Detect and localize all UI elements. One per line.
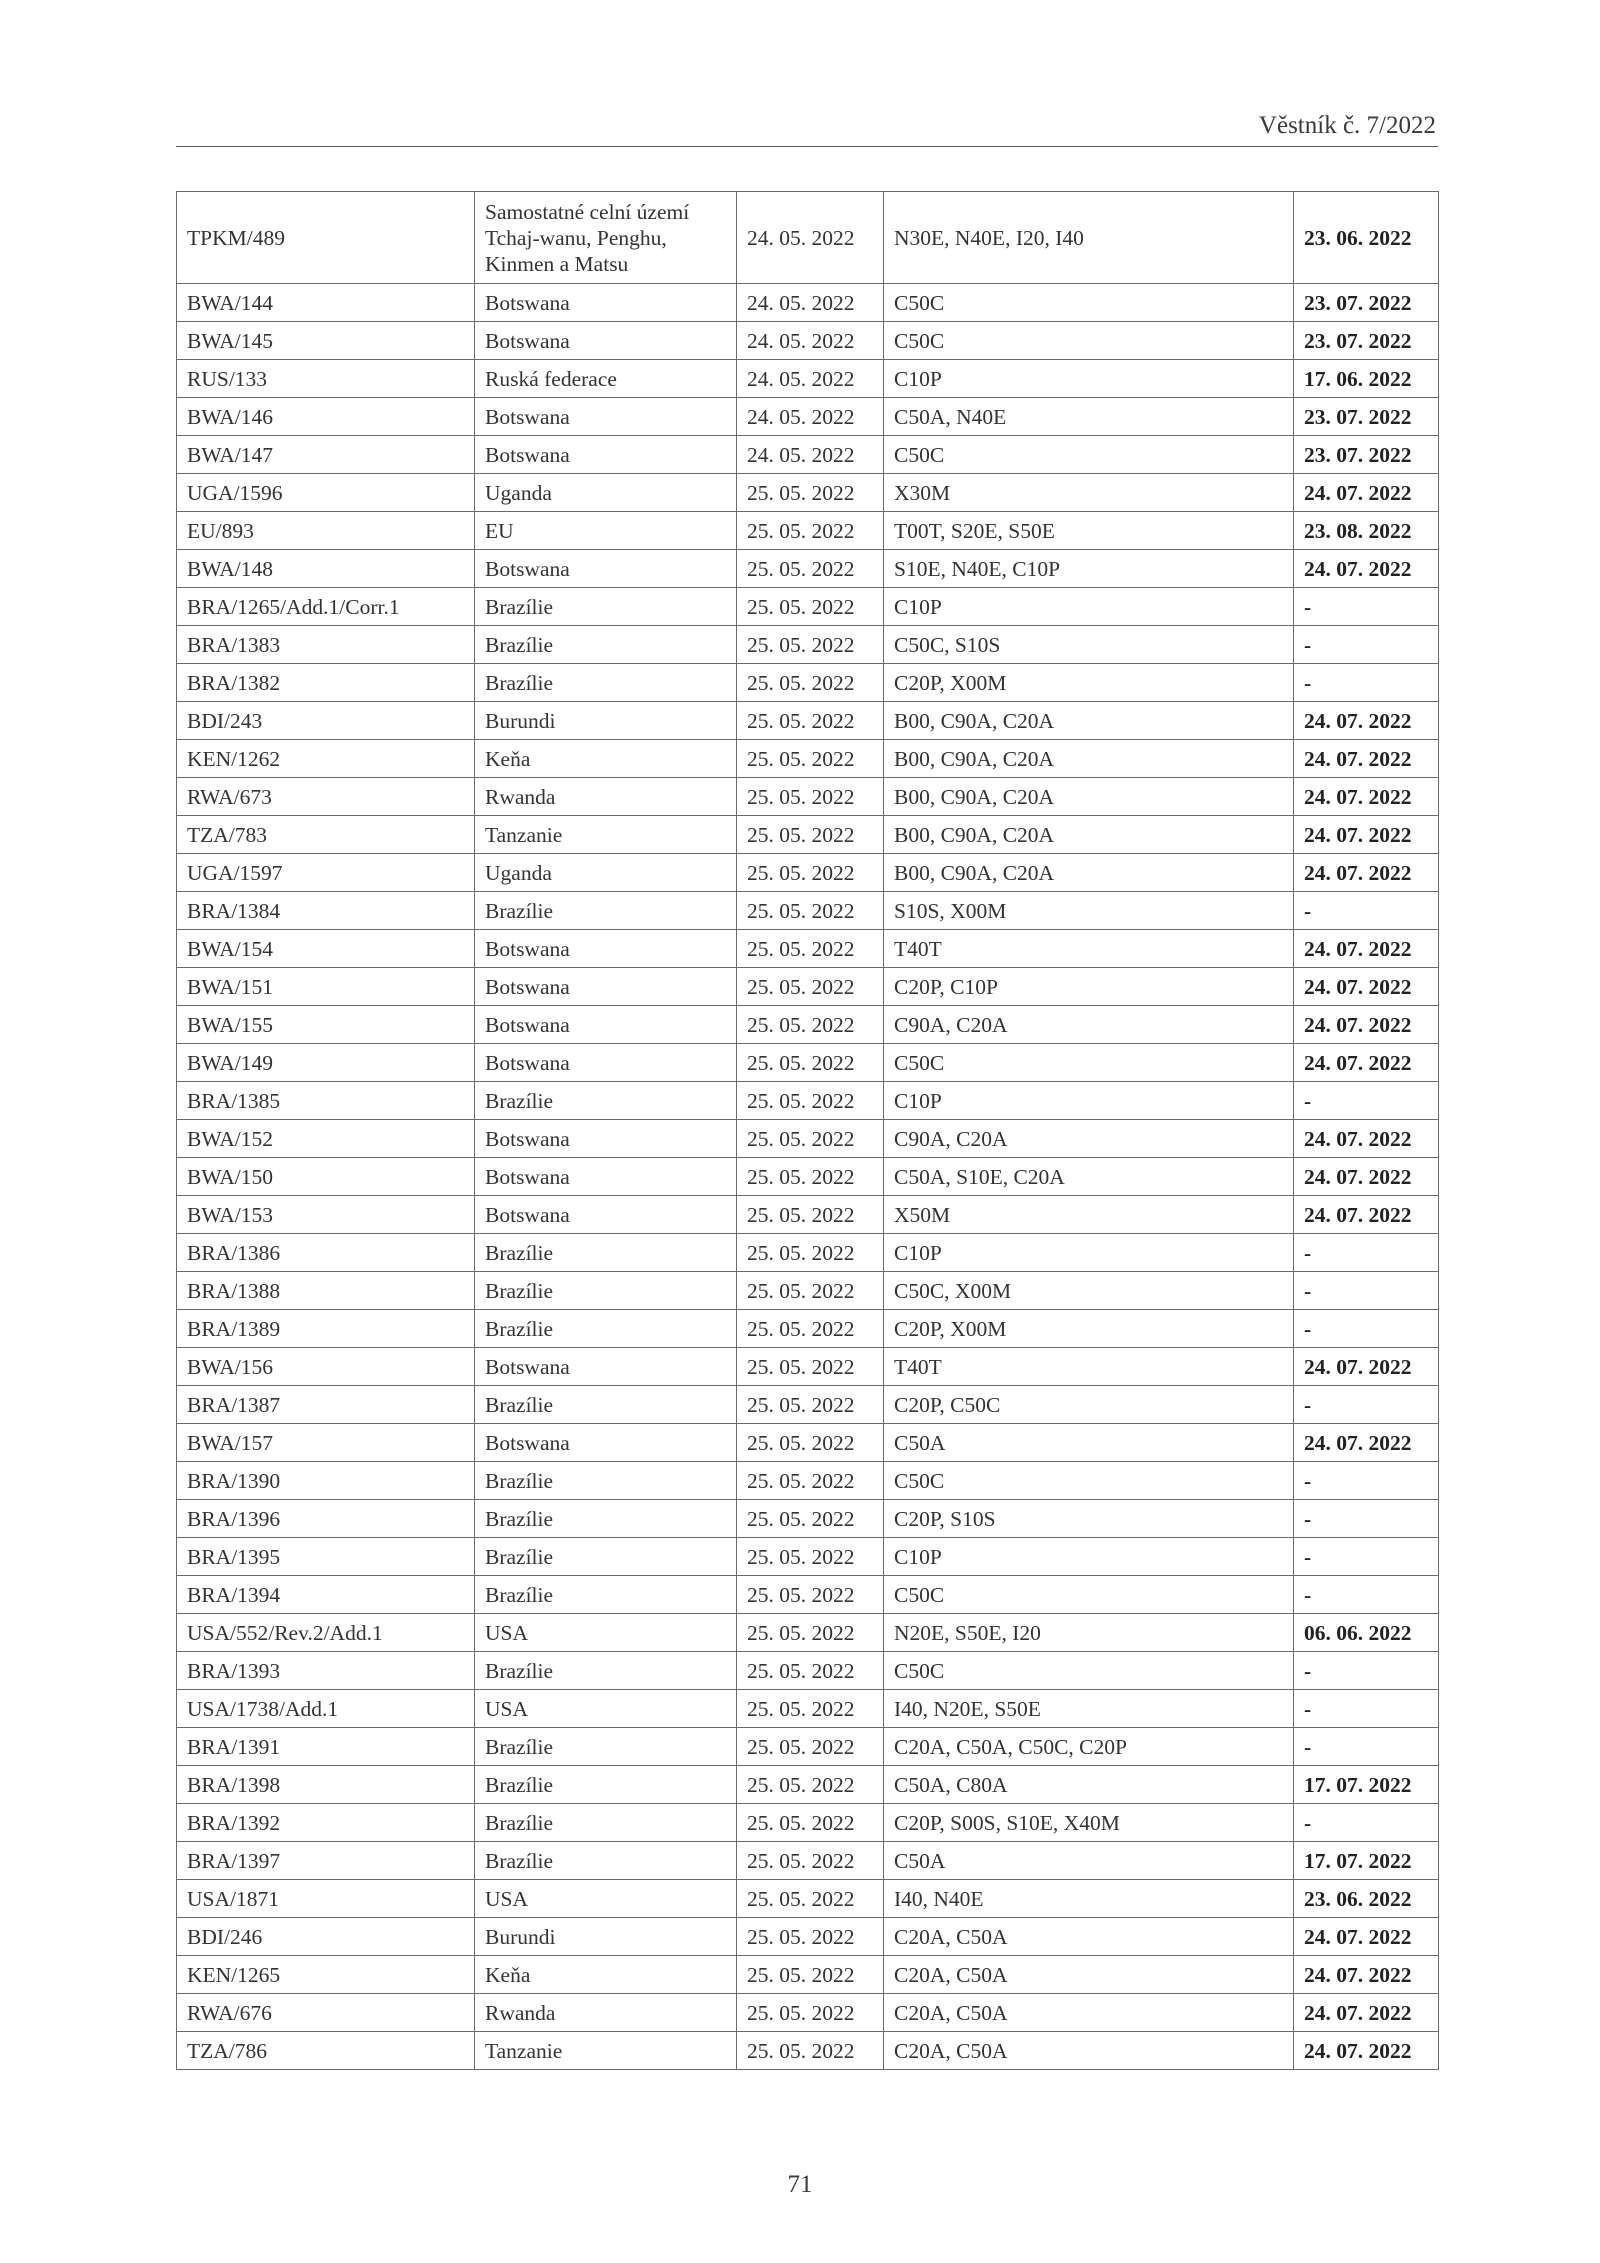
table-row — [177, 474, 1439, 512]
cell-date: 25. 05. 2022 — [737, 1842, 884, 1880]
cell-date: 25. 05. 2022 — [737, 1538, 884, 1576]
cell-symbol: BRA/1390 — [177, 1462, 475, 1500]
cell-date: 25. 05. 2022 — [737, 1234, 884, 1272]
cell-date: 25. 05. 2022 — [737, 1158, 884, 1196]
cell-codes: C50C, X00M — [884, 1272, 1294, 1310]
cell-deadline: 24. 07. 2022 — [1294, 1918, 1439, 1956]
cell-territory: Brazílie — [475, 1310, 737, 1348]
cell-deadline: 24. 07. 2022 — [1294, 1348, 1439, 1386]
cell-codes: C20P, X00M — [884, 664, 1294, 702]
table-row — [177, 398, 1439, 436]
table-row — [177, 1044, 1439, 1082]
cell-date: 25. 05. 2022 — [737, 854, 884, 892]
cell-deadline: - — [1294, 1386, 1439, 1424]
cell-territory: EU — [475, 512, 737, 550]
cell-territory: Brazílie — [475, 1462, 737, 1500]
cell-deadline: - — [1294, 1690, 1439, 1728]
table-row — [177, 930, 1439, 968]
table-row — [177, 1804, 1439, 1842]
cell-date: 25. 05. 2022 — [737, 1196, 884, 1234]
cell-territory: Keňa — [475, 740, 737, 778]
cell-territory: Brazílie — [475, 626, 737, 664]
table-row — [177, 664, 1439, 702]
cell-codes: C20A, C50A — [884, 2032, 1294, 2070]
cell-symbol: BWA/156 — [177, 1348, 475, 1386]
cell-date: 25. 05. 2022 — [737, 1310, 884, 1348]
cell-date: 25. 05. 2022 — [737, 1500, 884, 1538]
cell-symbol: BRA/1395 — [177, 1538, 475, 1576]
cell-codes: C20A, C50A — [884, 1956, 1294, 1994]
cell-date: 25. 05. 2022 — [737, 626, 884, 664]
cell-date: 25. 05. 2022 — [737, 1424, 884, 1462]
cell-deadline: 24. 07. 2022 — [1294, 1006, 1439, 1044]
cell-deadline: - — [1294, 1234, 1439, 1272]
cell-territory: Botswana — [475, 1424, 737, 1462]
cell-territory: Brazílie — [475, 1500, 737, 1538]
table-row — [177, 1082, 1439, 1120]
cell-date: 24. 05. 2022 — [737, 398, 884, 436]
cell-date: 25. 05. 2022 — [737, 1918, 884, 1956]
table-row — [177, 816, 1439, 854]
cell-date: 24. 05. 2022 — [737, 192, 884, 284]
cell-codes: C50C — [884, 1576, 1294, 1614]
cell-date: 25. 05. 2022 — [737, 1880, 884, 1918]
cell-codes: C20P, S10S — [884, 1500, 1294, 1538]
table-row — [177, 1310, 1439, 1348]
table-row — [177, 1842, 1439, 1880]
cell-codes: C10P — [884, 360, 1294, 398]
cell-codes: X50M — [884, 1196, 1294, 1234]
table-row — [177, 2032, 1439, 2070]
cell-codes: C90A, C20A — [884, 1006, 1294, 1044]
cell-symbol: BWA/146 — [177, 398, 475, 436]
cell-deadline: - — [1294, 1082, 1439, 1120]
cell-deadline: 24. 07. 2022 — [1294, 854, 1439, 892]
cell-symbol: BWA/144 — [177, 284, 475, 322]
cell-codes: T40T — [884, 930, 1294, 968]
cell-territory: Brazílie — [475, 588, 737, 626]
cell-date: 25. 05. 2022 — [737, 778, 884, 816]
cell-deadline: 23. 07. 2022 — [1294, 436, 1439, 474]
journal-title: Věstník č. 7/2022 — [1258, 112, 1436, 139]
cell-date: 24. 05. 2022 — [737, 436, 884, 474]
cell-deadline: 23. 06. 2022 — [1294, 192, 1439, 284]
cell-symbol: RWA/673 — [177, 778, 475, 816]
cell-codes: C10P — [884, 1082, 1294, 1120]
cell-symbol: BWA/154 — [177, 930, 475, 968]
cell-deadline: - — [1294, 1804, 1439, 1842]
cell-symbol: KEN/1265 — [177, 1956, 475, 1994]
table-row — [177, 740, 1439, 778]
cell-symbol: BWA/151 — [177, 968, 475, 1006]
cell-codes: S10S, X00M — [884, 892, 1294, 930]
cell-date: 25. 05. 2022 — [737, 1006, 884, 1044]
cell-codes: C50C — [884, 322, 1294, 360]
cell-deadline: 24. 07. 2022 — [1294, 740, 1439, 778]
cell-territory: Botswana — [475, 1006, 737, 1044]
cell-territory: Tanzanie — [475, 816, 737, 854]
cell-symbol: BRA/1383 — [177, 626, 475, 664]
table-row — [177, 1918, 1439, 1956]
cell-date: 25. 05. 2022 — [737, 930, 884, 968]
cell-symbol: RUS/133 — [177, 360, 475, 398]
cell-deadline: - — [1294, 1500, 1439, 1538]
cell-codes: C50A — [884, 1842, 1294, 1880]
cell-symbol: BRA/1391 — [177, 1728, 475, 1766]
table-row — [177, 1690, 1439, 1728]
cell-symbol: BWA/147 — [177, 436, 475, 474]
cell-deadline: 17. 06. 2022 — [1294, 360, 1439, 398]
cell-territory: Brazílie — [475, 1766, 737, 1804]
cell-territory: Rwanda — [475, 778, 737, 816]
cell-deadline: 23. 06. 2022 — [1294, 1880, 1439, 1918]
cell-codes: T00T, S20E, S50E — [884, 512, 1294, 550]
cell-deadline: 24. 07. 2022 — [1294, 968, 1439, 1006]
cell-symbol: UGA/1597 — [177, 854, 475, 892]
table-row — [177, 1614, 1439, 1652]
cell-territory: Brazílie — [475, 1842, 737, 1880]
cell-deadline: - — [1294, 1576, 1439, 1614]
table-row — [177, 1538, 1439, 1576]
table-row — [177, 512, 1439, 550]
cell-symbol: BRA/1392 — [177, 1804, 475, 1842]
cell-territory: Brazílie — [475, 1728, 737, 1766]
cell-codes: N20E, S50E, I20 — [884, 1614, 1294, 1652]
cell-codes: B00, C90A, C20A — [884, 816, 1294, 854]
cell-symbol: BWA/153 — [177, 1196, 475, 1234]
cell-territory: Brazílie — [475, 1082, 737, 1120]
table-row — [177, 892, 1439, 930]
cell-deadline: 23. 07. 2022 — [1294, 322, 1439, 360]
cell-codes: C10P — [884, 1538, 1294, 1576]
cell-date: 25. 05. 2022 — [737, 1120, 884, 1158]
cell-territory: Uganda — [475, 474, 737, 512]
cell-date: 25. 05. 2022 — [737, 2032, 884, 2070]
table-row — [177, 1348, 1439, 1386]
cell-codes: C50C — [884, 436, 1294, 474]
cell-codes: X30M — [884, 474, 1294, 512]
cell-deadline: 06. 06. 2022 — [1294, 1614, 1439, 1652]
table-row — [177, 550, 1439, 588]
table-row — [177, 1196, 1439, 1234]
cell-codes: C90A, C20A — [884, 1120, 1294, 1158]
cell-codes: C20P, C50C — [884, 1386, 1294, 1424]
cell-territory: Botswana — [475, 550, 737, 588]
cell-symbol: BWA/157 — [177, 1424, 475, 1462]
cell-deadline: - — [1294, 1462, 1439, 1500]
cell-deadline: - — [1294, 1310, 1439, 1348]
cell-deadline: 24. 07. 2022 — [1294, 1158, 1439, 1196]
cell-codes: C20P, X00M — [884, 1310, 1294, 1348]
cell-codes: C50A — [884, 1424, 1294, 1462]
cell-date: 25. 05. 2022 — [737, 1462, 884, 1500]
cell-date: 25. 05. 2022 — [737, 892, 884, 930]
table-row — [177, 854, 1439, 892]
cell-date: 25. 05. 2022 — [737, 1272, 884, 1310]
cell-territory: Botswana — [475, 436, 737, 474]
cell-deadline: 24. 07. 2022 — [1294, 1044, 1439, 1082]
table-row — [177, 588, 1439, 626]
cell-codes: T40T — [884, 1348, 1294, 1386]
cell-deadline: 17. 07. 2022 — [1294, 1842, 1439, 1880]
table-row — [177, 1766, 1439, 1804]
cell-date: 25. 05. 2022 — [737, 1728, 884, 1766]
cell-codes: I40, N20E, S50E — [884, 1690, 1294, 1728]
table-row — [177, 1272, 1439, 1310]
cell-symbol: USA/1738/Add.1 — [177, 1690, 475, 1728]
table-row — [177, 702, 1439, 740]
cell-symbol: BRA/1384 — [177, 892, 475, 930]
cell-codes: C20A, C50A — [884, 1994, 1294, 2032]
cell-deadline: - — [1294, 664, 1439, 702]
page-number: 71 — [787, 2171, 813, 2198]
table-row — [177, 1234, 1439, 1272]
cell-date: 25. 05. 2022 — [737, 1994, 884, 2032]
cell-territory: Keňa — [475, 1956, 737, 1994]
cell-symbol: BRA/1388 — [177, 1272, 475, 1310]
cell-symbol: BWA/155 — [177, 1006, 475, 1044]
cell-territory: Brazílie — [475, 1538, 737, 1576]
cell-symbol: BRA/1382 — [177, 664, 475, 702]
cell-codes: C50C — [884, 1652, 1294, 1690]
cell-symbol: BRA/1398 — [177, 1766, 475, 1804]
cell-date: 25. 05. 2022 — [737, 1956, 884, 1994]
cell-codes: C10P — [884, 588, 1294, 626]
table-row — [177, 360, 1439, 398]
cell-deadline: - — [1294, 626, 1439, 664]
cell-date: 25. 05. 2022 — [737, 664, 884, 702]
cell-symbol: EU/893 — [177, 512, 475, 550]
table-row — [177, 322, 1439, 360]
cell-codes: N30E, N40E, I20, I40 — [884, 192, 1294, 284]
cell-territory: USA — [475, 1880, 737, 1918]
cell-deadline: 23. 07. 2022 — [1294, 398, 1439, 436]
cell-territory: Brazílie — [475, 892, 737, 930]
cell-date: 25. 05. 2022 — [737, 1082, 884, 1120]
cell-territory: Brazílie — [475, 664, 737, 702]
cell-symbol: RWA/676 — [177, 1994, 475, 2032]
table-row — [177, 284, 1439, 322]
cell-codes: C50C, S10S — [884, 626, 1294, 664]
cell-deadline: - — [1294, 1272, 1439, 1310]
cell-deadline: 24. 07. 2022 — [1294, 1196, 1439, 1234]
cell-codes: C20P, C10P — [884, 968, 1294, 1006]
cell-date: 25. 05. 2022 — [737, 816, 884, 854]
table-row — [177, 1728, 1439, 1766]
cell-deadline: 24. 07. 2022 — [1294, 1424, 1439, 1462]
cell-territory: Botswana — [475, 1044, 737, 1082]
cell-deadline: 24. 07. 2022 — [1294, 1120, 1439, 1158]
cell-deadline: 24. 07. 2022 — [1294, 474, 1439, 512]
cell-territory: Ruská federace — [475, 360, 737, 398]
cell-deadline: 24. 07. 2022 — [1294, 778, 1439, 816]
cell-date: 24. 05. 2022 — [737, 322, 884, 360]
table-row — [177, 1956, 1439, 1994]
cell-codes: B00, C90A, C20A — [884, 702, 1294, 740]
table-row — [177, 968, 1439, 1006]
cell-deadline: 24. 07. 2022 — [1294, 930, 1439, 968]
cell-codes: C50C — [884, 1462, 1294, 1500]
cell-territory: Botswana — [475, 1348, 737, 1386]
cell-date: 25. 05. 2022 — [737, 1804, 884, 1842]
cell-date: 25. 05. 2022 — [737, 968, 884, 1006]
cell-symbol: BRA/1389 — [177, 1310, 475, 1348]
cell-date: 25. 05. 2022 — [737, 588, 884, 626]
cell-territory: Botswana — [475, 398, 737, 436]
cell-deadline: 24. 07. 2022 — [1294, 816, 1439, 854]
cell-territory: Brazílie — [475, 1576, 737, 1614]
cell-codes: B00, C90A, C20A — [884, 778, 1294, 816]
cell-date: 25. 05. 2022 — [737, 740, 884, 778]
notifications-table — [176, 191, 1439, 2070]
table-row — [177, 1500, 1439, 1538]
notifications-table-body — [177, 192, 1439, 2070]
cell-symbol: TPKM/489 — [177, 192, 475, 284]
cell-date: 25. 05. 2022 — [737, 1652, 884, 1690]
cell-codes: C20A, C50A, C50C, C20P — [884, 1728, 1294, 1766]
cell-symbol: USA/552/Rev.2/Add.1 — [177, 1614, 475, 1652]
cell-symbol: BRA/1396 — [177, 1500, 475, 1538]
cell-symbol: BWA/145 — [177, 322, 475, 360]
cell-symbol: BRA/1394 — [177, 1576, 475, 1614]
table-row — [177, 778, 1439, 816]
cell-symbol: KEN/1262 — [177, 740, 475, 778]
table-row — [177, 1462, 1439, 1500]
cell-date: 24. 05. 2022 — [737, 360, 884, 398]
cell-codes: C50C — [884, 284, 1294, 322]
cell-deadline: - — [1294, 588, 1439, 626]
cell-territory: Botswana — [475, 1196, 737, 1234]
table-row — [177, 1652, 1439, 1690]
table-row — [177, 1158, 1439, 1196]
cell-deadline: - — [1294, 1728, 1439, 1766]
table-row — [177, 1386, 1439, 1424]
table-row — [177, 192, 1439, 284]
cell-date: 25. 05. 2022 — [737, 550, 884, 588]
cell-symbol: BRA/1393 — [177, 1652, 475, 1690]
table-row — [177, 626, 1439, 664]
cell-symbol: BWA/149 — [177, 1044, 475, 1082]
cell-codes: C50A, C80A — [884, 1766, 1294, 1804]
table-row — [177, 1120, 1439, 1158]
table-row — [177, 1424, 1439, 1462]
cell-territory: Botswana — [475, 968, 737, 1006]
cell-codes: C50A, N40E — [884, 398, 1294, 436]
cell-deadline: 24. 07. 2022 — [1294, 1956, 1439, 1994]
cell-codes: C50C — [884, 1044, 1294, 1082]
cell-deadline: 24. 07. 2022 — [1294, 550, 1439, 588]
cell-territory: Burundi — [475, 702, 737, 740]
cell-date: 24. 05. 2022 — [737, 284, 884, 322]
cell-territory: Tanzanie — [475, 2032, 737, 2070]
cell-territory: USA — [475, 1690, 737, 1728]
cell-symbol: BDI/243 — [177, 702, 475, 740]
cell-deadline: - — [1294, 1652, 1439, 1690]
table-row — [177, 1994, 1439, 2032]
cell-codes: C20A, C50A — [884, 1918, 1294, 1956]
cell-codes: S10E, N40E, C10P — [884, 550, 1294, 588]
cell-territory: Brazílie — [475, 1234, 737, 1272]
cell-territory: USA — [475, 1614, 737, 1652]
page-header — [176, 112, 1438, 147]
table-row — [177, 436, 1439, 474]
cell-deadline: - — [1294, 892, 1439, 930]
cell-symbol: BDI/246 — [177, 1918, 475, 1956]
cell-deadline: 23. 07. 2022 — [1294, 284, 1439, 322]
cell-territory: Burundi — [475, 1918, 737, 1956]
cell-symbol: USA/1871 — [177, 1880, 475, 1918]
cell-date: 25. 05. 2022 — [737, 512, 884, 550]
cell-territory: Botswana — [475, 1120, 737, 1158]
cell-date: 25. 05. 2022 — [737, 1386, 884, 1424]
cell-date: 25. 05. 2022 — [737, 1576, 884, 1614]
cell-codes: B00, C90A, C20A — [884, 854, 1294, 892]
cell-deadline: - — [1294, 1538, 1439, 1576]
cell-symbol: BRA/1385 — [177, 1082, 475, 1120]
cell-symbol: TZA/783 — [177, 816, 475, 854]
cell-symbol: BWA/148 — [177, 550, 475, 588]
table-row — [177, 1006, 1439, 1044]
cell-codes: I40, N40E — [884, 1880, 1294, 1918]
cell-date: 25. 05. 2022 — [737, 1348, 884, 1386]
cell-territory: Brazílie — [475, 1804, 737, 1842]
table-row — [177, 1576, 1439, 1614]
cell-territory: Brazílie — [475, 1272, 737, 1310]
cell-symbol: BWA/150 — [177, 1158, 475, 1196]
cell-codes: C20P, S00S, S10E, X40M — [884, 1804, 1294, 1842]
cell-territory: Botswana — [475, 1158, 737, 1196]
cell-deadline: 23. 08. 2022 — [1294, 512, 1439, 550]
cell-date: 25. 05. 2022 — [737, 1766, 884, 1804]
cell-territory: Botswana — [475, 930, 737, 968]
cell-territory: Brazílie — [475, 1652, 737, 1690]
cell-date: 25. 05. 2022 — [737, 1614, 884, 1652]
cell-territory: Uganda — [475, 854, 737, 892]
cell-deadline: 24. 07. 2022 — [1294, 2032, 1439, 2070]
cell-territory: Samostatné celní území Tchaj-wanu, Penghu, Kinmen a Matsu — [475, 192, 737, 284]
cell-deadline: 24. 07. 2022 — [1294, 1994, 1439, 2032]
cell-date: 25. 05. 2022 — [737, 1044, 884, 1082]
cell-date: 25. 05. 2022 — [737, 474, 884, 512]
cell-symbol: TZA/786 — [177, 2032, 475, 2070]
cell-symbol: UGA/1596 — [177, 474, 475, 512]
cell-territory: Botswana — [475, 284, 737, 322]
cell-codes: C10P — [884, 1234, 1294, 1272]
cell-symbol: BWA/152 — [177, 1120, 475, 1158]
cell-territory: Brazílie — [475, 1386, 737, 1424]
cell-codes: C50A, S10E, C20A — [884, 1158, 1294, 1196]
cell-symbol: BRA/1387 — [177, 1386, 475, 1424]
cell-deadline: 24. 07. 2022 — [1294, 702, 1439, 740]
cell-codes: B00, C90A, C20A — [884, 740, 1294, 778]
table-row — [177, 1880, 1439, 1918]
cell-symbol: BRA/1386 — [177, 1234, 475, 1272]
cell-symbol: BRA/1397 — [177, 1842, 475, 1880]
cell-date: 25. 05. 2022 — [737, 702, 884, 740]
cell-date: 25. 05. 2022 — [737, 1690, 884, 1728]
cell-territory: Botswana — [475, 322, 737, 360]
cell-territory: Rwanda — [475, 1994, 737, 2032]
cell-symbol: BRA/1265/Add.1/Corr.1 — [177, 588, 475, 626]
cell-deadline: 17. 07. 2022 — [1294, 1766, 1439, 1804]
